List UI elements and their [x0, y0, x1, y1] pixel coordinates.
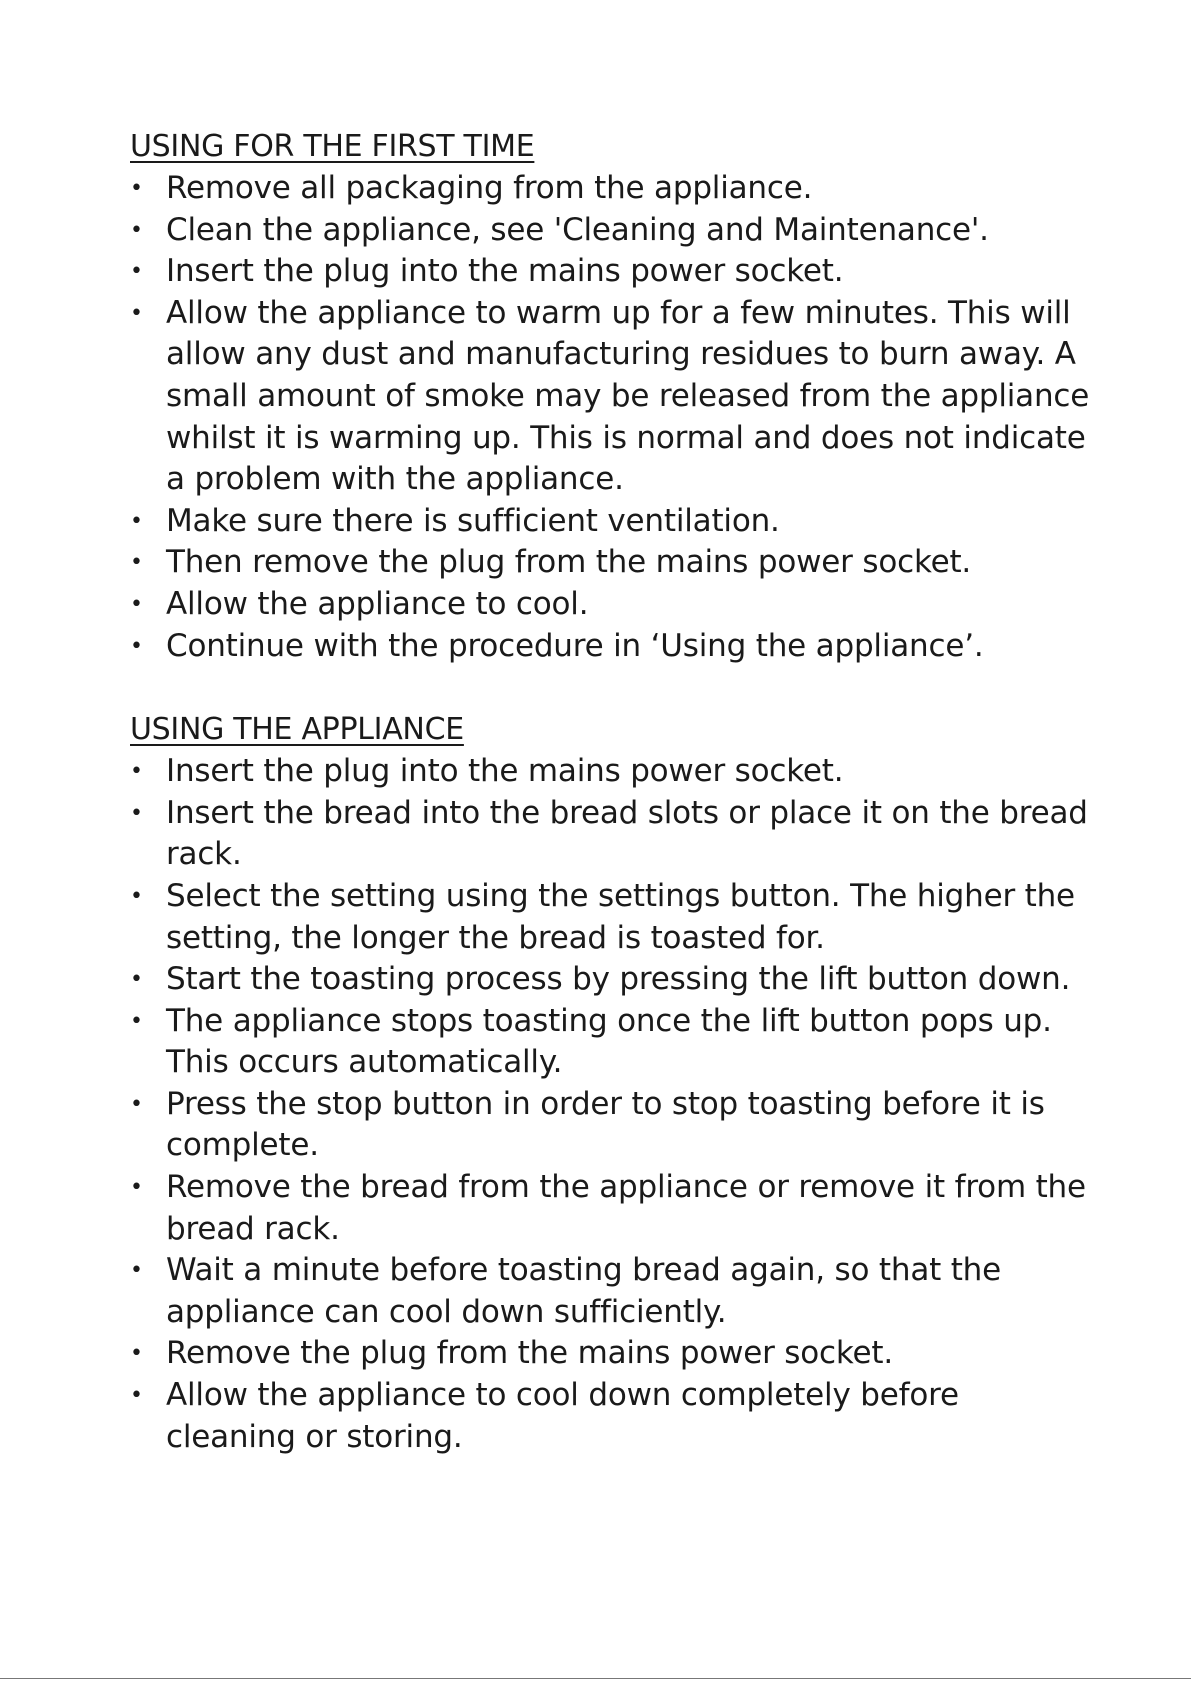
list-item: • Allow the appliance to cool down completely before cleaning or storing. — [130, 1375, 1090, 1458]
section-heading-first-time: USING FOR THE FIRST TIME — [130, 129, 535, 164]
list-item: • Wait a minute before toasting bread again, so that the appliance can cool down sufficiently. — [130, 1250, 1090, 1333]
section-using-appliance — [130, 709, 1090, 1458]
list-item: • Remove the plug from the mains power socket. — [130, 1333, 1090, 1375]
using-appliance-list — [130, 751, 1090, 1458]
list-item: • Clean the appliance, see 'Cleaning and Maintenance'. — [130, 210, 1090, 252]
list-item: • Continue with the procedure in ‘Using the appliance’. — [130, 626, 1090, 668]
first-time-list — [130, 168, 1090, 667]
list-item: • Remove all packaging from the appliance. — [130, 168, 1090, 210]
list-item: • Select the setting using the settings button. The higher the setting, the longer the bread is toasted for. — [130, 876, 1090, 959]
section-heading-using-appliance: USING THE APPLIANCE — [130, 712, 464, 748]
list-item: • Start the toasting process by pressing the lift button down. — [130, 959, 1090, 1001]
document-page — [130, 126, 1090, 1458]
list-item: • Insert the plug into the mains power socket. — [130, 251, 1090, 293]
list-item: • Then remove the plug from the mains power socket. — [130, 542, 1090, 584]
list-item: • Insert the plug into the mains power socket. — [130, 751, 1090, 793]
page-bottom-rule — [0, 1678, 1191, 1679]
list-item: • Insert the bread into the bread slots or place it on the bread rack. — [130, 793, 1090, 876]
list-item: • The appliance stops toasting once the lift button pops up. This occurs automatically. — [130, 1001, 1090, 1084]
list-item: • Allow the appliance to warm up for a few minutes. This will allow any dust and manufacturing residues to burn away. A small amount of smoke may be released from the appliance whilst it is warming up. This is normal and does not indicate a problem with the appliance. — [130, 293, 1090, 501]
list-item: • Allow the appliance to cool. — [130, 584, 1090, 626]
list-item: • Remove the bread from the appliance or remove it from the bread rack. — [130, 1167, 1090, 1250]
list-item: • Press the stop button in order to stop toasting before it is complete. — [130, 1084, 1090, 1167]
list-item: • Make sure there is sufficient ventilation. — [130, 501, 1090, 543]
section-first-time — [130, 126, 1090, 667]
